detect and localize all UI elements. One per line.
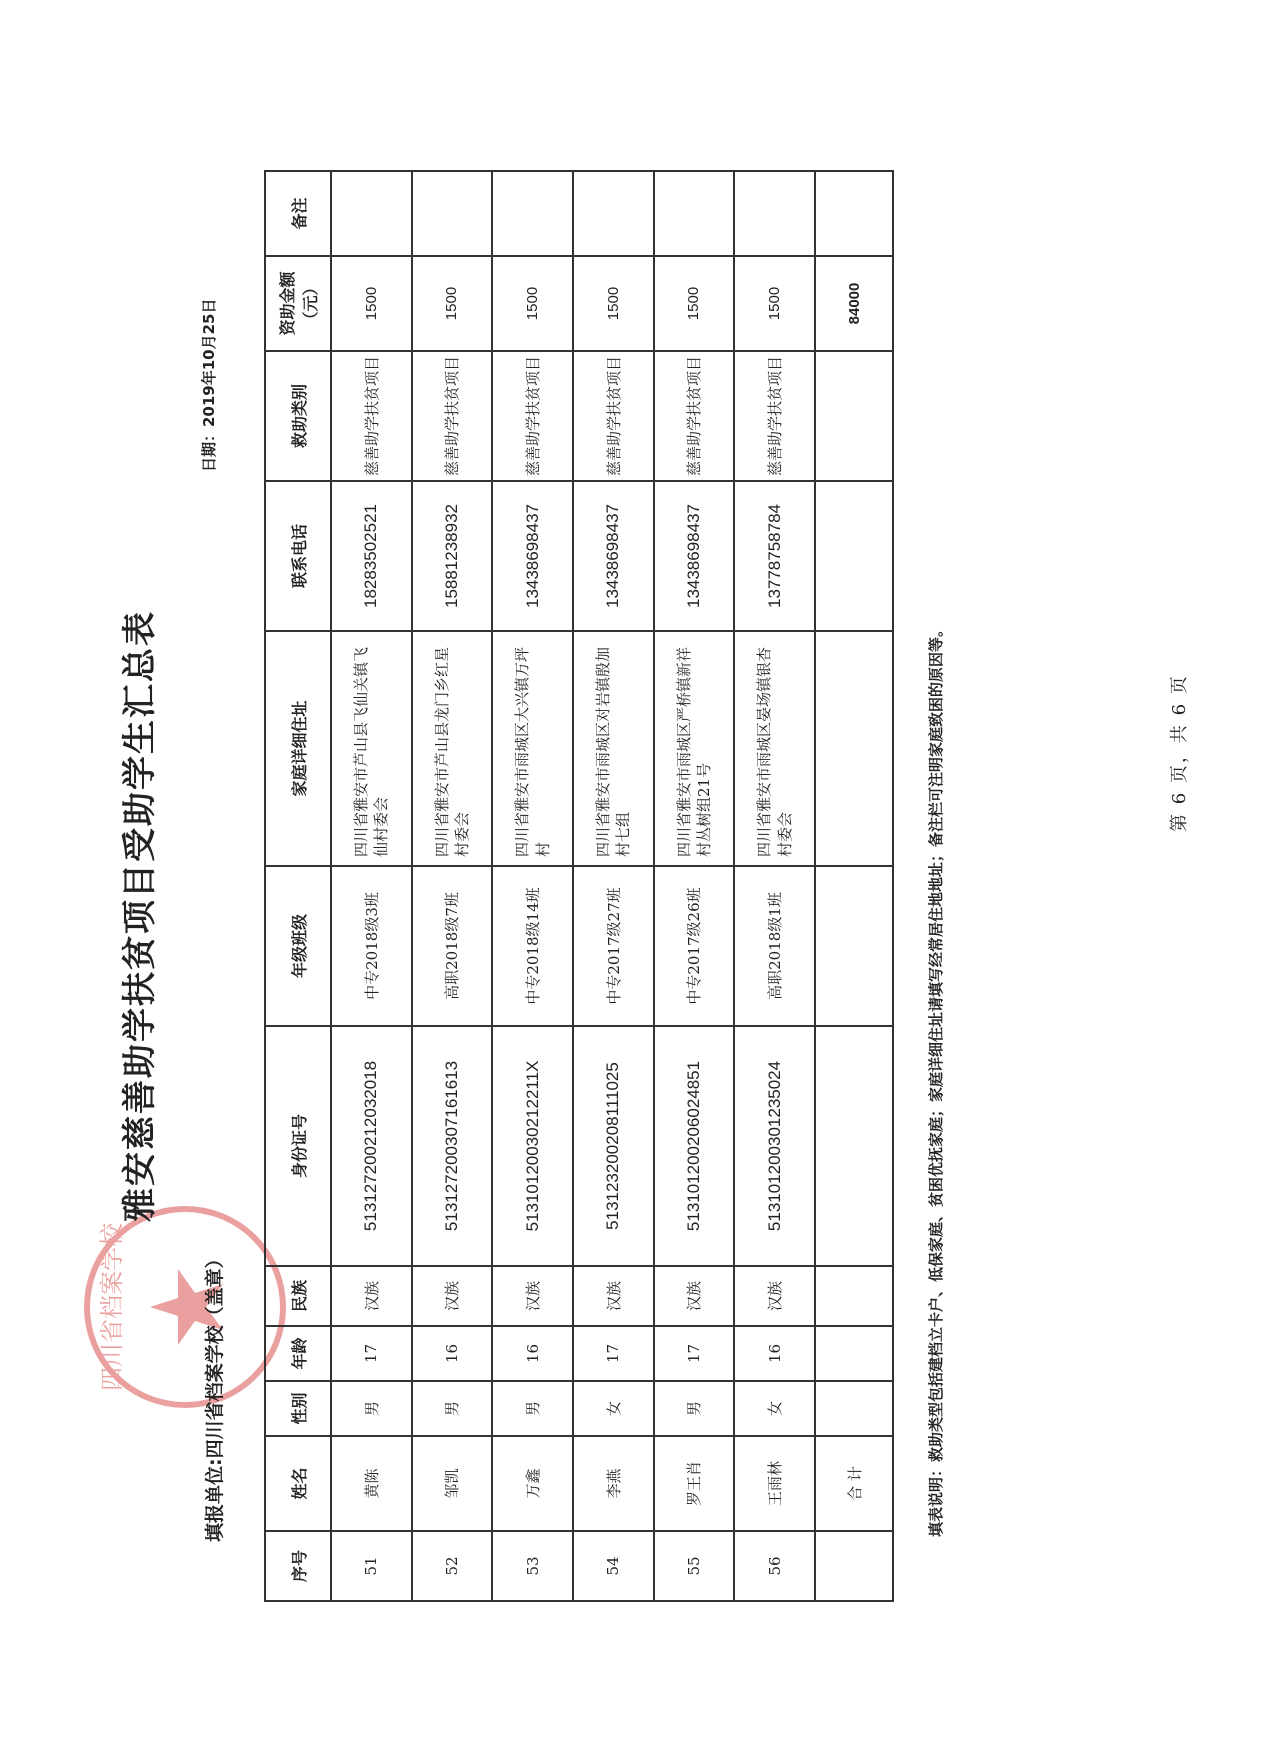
cell-no: 56 — [734, 1531, 815, 1601]
cell-sex: 男 — [492, 1381, 573, 1436]
cell-aid-type: 慈善助学扶贫项目 — [734, 351, 815, 481]
cell-ethnic: 汉族 — [331, 1266, 412, 1326]
cell-class: 高职2018级1班 — [734, 866, 815, 1026]
table-row — [734, 171, 815, 1601]
cell-no: 52 — [412, 1531, 493, 1601]
cell-sex: 男 — [331, 1381, 412, 1436]
table-row — [654, 171, 735, 1601]
cell-id: 513127200212032018 — [331, 1026, 412, 1266]
cell-amount: 1500 — [654, 256, 735, 351]
total-blank — [815, 351, 893, 481]
cell-ethnic: 汉族 — [412, 1266, 493, 1326]
cell-aid-type: 慈善助学扶贫项目 — [573, 351, 654, 481]
cell-phone: 13778758784 — [734, 481, 815, 631]
cell-age: 17 — [331, 1326, 412, 1381]
cell-name: 李燕 — [573, 1436, 654, 1531]
table-header-row — [265, 171, 331, 1601]
cell-age: 17 — [573, 1326, 654, 1381]
cell-sex: 男 — [412, 1381, 493, 1436]
cell-id: 51310120030212211X — [492, 1026, 573, 1266]
cell-address: 四川省雅安市雨城区大兴镇万坪村 — [492, 631, 573, 866]
cell-age: 17 — [654, 1326, 735, 1381]
table-row — [492, 171, 573, 1601]
header-name: 姓名 — [265, 1436, 331, 1531]
header-no: 序号 — [265, 1531, 331, 1601]
cell-ethnic: 汉族 — [654, 1266, 735, 1326]
total-row — [815, 171, 893, 1601]
cell-phone: 18283502521 — [331, 481, 412, 631]
cell-amount: 1500 — [412, 256, 493, 351]
cell-age: 16 — [734, 1326, 815, 1381]
cell-name: 黄陈 — [331, 1436, 412, 1531]
total-blank — [815, 171, 893, 256]
header-amount: 资助金额（元） — [265, 256, 331, 351]
cell-phone: 15881238932 — [412, 481, 493, 631]
cell-remark — [412, 171, 493, 256]
cell-aid-type: 慈善助学扶贫项目 — [492, 351, 573, 481]
cell-name: 罗王肖 — [654, 1436, 735, 1531]
total-blank — [815, 866, 893, 1026]
header-phone: 联系电话 — [265, 481, 331, 631]
header-age: 年龄 — [265, 1326, 331, 1381]
table-row — [573, 171, 654, 1601]
cell-aid-type: 慈善助学扶贫项目 — [331, 351, 412, 481]
cell-name: 万鑫 — [492, 1436, 573, 1531]
cell-sex: 男 — [654, 1381, 735, 1436]
document-title: 雅安慈善助学扶贫项目受助学生汇总表 — [120, 610, 160, 1222]
total-blank — [815, 631, 893, 866]
cell-no: 54 — [573, 1531, 654, 1601]
header-remark: 备注 — [265, 171, 331, 256]
cell-name: 邹凯 — [412, 1436, 493, 1531]
header-id: 身份证号 — [265, 1026, 331, 1266]
cell-remark — [492, 171, 573, 256]
cell-amount: 1500 — [492, 256, 573, 351]
cell-amount: 1500 — [331, 256, 412, 351]
cell-class: 中专2017级26班 — [654, 866, 735, 1026]
total-blank — [815, 481, 893, 631]
cell-no: 55 — [654, 1531, 735, 1601]
fill-instructions: 填表说明：救助类型包括建档立卡户、低保家庭、贫困优抚家庭；家庭详细住址请填写经常居住地地址；备注栏可注明家庭致困的原因等。 — [927, 621, 945, 1537]
total-amount: 84000 — [815, 256, 893, 351]
cell-address: 四川省雅安市雨城区对岩镇殷加村七组 — [573, 631, 654, 866]
total-blank — [815, 1326, 893, 1381]
cell-name: 王雨林 — [734, 1436, 815, 1531]
cell-remark — [654, 171, 735, 256]
cell-aid-type: 慈善助学扶贫项目 — [412, 351, 493, 481]
page-number: 第 6 页，共 6 页 — [1169, 674, 1190, 832]
cell-class: 中专2018级14班 — [492, 866, 573, 1026]
total-blank — [815, 1266, 893, 1326]
cell-no: 51 — [331, 1531, 412, 1601]
cell-class: 高职2018级7班 — [412, 866, 493, 1026]
cell-remark — [734, 171, 815, 256]
cell-address: 四川省雅安市芦山县龙门乡红星村委会 — [412, 631, 493, 866]
total-blank — [815, 1531, 893, 1601]
cell-age: 16 — [492, 1326, 573, 1381]
cell-phone: 13438698437 — [492, 481, 573, 631]
cell-ethnic: 汉族 — [734, 1266, 815, 1326]
header-ethnic: 民族 — [265, 1266, 331, 1326]
cell-address: 四川省雅安市雨城区晏场镇银杏村委会 — [734, 631, 815, 866]
cell-sex: 女 — [573, 1381, 654, 1436]
total-label: 合 计 — [815, 1436, 893, 1531]
cell-id: 513101200206024851 — [654, 1026, 735, 1266]
cell-address: 四川省雅安市芦山县飞仙关镇飞仙村委会 — [331, 631, 412, 866]
cell-amount: 1500 — [573, 256, 654, 351]
cell-sex: 女 — [734, 1381, 815, 1436]
table-row — [412, 171, 493, 1601]
header-aid-type: 救助类别 — [265, 351, 331, 481]
report-date: 日期：2019年10月25日 — [200, 298, 218, 472]
table-row — [331, 171, 412, 1601]
reporting-unit: 填报单位:四川省档案学校（盖章） — [204, 1249, 226, 1542]
student-summary-table — [264, 170, 894, 1602]
cell-address: 四川省雅安市雨城区严桥镇新祥村丛树组21号 — [654, 631, 735, 866]
cell-ethnic: 汉族 — [573, 1266, 654, 1326]
header-sex: 性别 — [265, 1381, 331, 1436]
cell-class: 中专2017级27班 — [573, 866, 654, 1026]
cell-phone: 13438698437 — [654, 481, 735, 631]
cell-phone: 13438698437 — [573, 481, 654, 631]
header-class: 年级班级 — [265, 866, 331, 1026]
cell-class: 中专2018级3班 — [331, 866, 412, 1026]
cell-remark — [573, 171, 654, 256]
cell-age: 16 — [412, 1326, 493, 1381]
cell-aid-type: 慈善助学扶贫项目 — [654, 351, 735, 481]
cell-ethnic: 汉族 — [492, 1266, 573, 1326]
cell-id: 513127200307161613 — [412, 1026, 493, 1266]
cell-id: 513123200208111025 — [573, 1026, 654, 1266]
header-address: 家庭详细住址 — [265, 631, 331, 866]
cell-id: 513101200301235024 — [734, 1026, 815, 1266]
cell-amount: 1500 — [734, 256, 815, 351]
cell-no: 53 — [492, 1531, 573, 1601]
cell-remark — [331, 171, 412, 256]
total-blank — [815, 1026, 893, 1266]
svg-text:四川省档案学校: 四川省档案学校 — [98, 1223, 126, 1391]
total-blank — [815, 1381, 893, 1436]
